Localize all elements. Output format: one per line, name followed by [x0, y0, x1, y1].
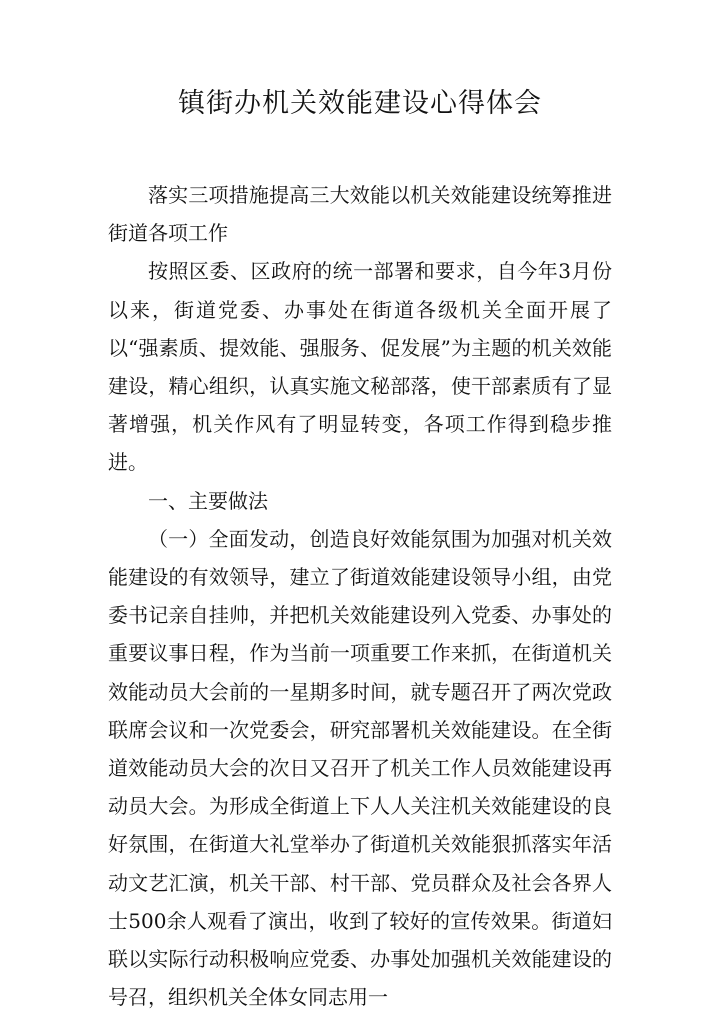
section-heading-main-practices: 一、主要做法 [148, 488, 268, 513]
paragraph-subtitle: 落实三项措施提高三大效能以机关效能建设统筹推进街道各项工作 [108, 183, 612, 246]
document-title: 镇街办机关效能建设心得体会 [178, 88, 542, 119]
paragraph-intro: 按照区委、区政府的统一部署和要求，自今年3月份以来，街道党委、办事处在街道各级机关全面开展了以“强素质、提效能、强服务、促发展”为主题的机关效能建设，精心组织，认真实施文秘部落，使干部素质有了显著增强，机关作风有了明显转变，各项工作得到稳步推进。 [108, 259, 612, 475]
document-body [108, 176, 612, 1016]
paragraph-mobilization: （一）全面发动，创造良好效能氛围为加强对机关效能建设的有效领导，建立了街道效能建设领导小组，由党委书记亲自挂帅，并把机关效能建设列入党委、办事处的重要议事日程，作为当前一项重要工作来抓，在街道机关效能动员大会前的一星期多时间，就专题召开了两次党政联席会议和一次党委会，研究部署机关效能建设。在全街道效能动员大会的次日又召开了机关工作人员效能建设再动员大会。为形成全街道上下人人关注机关效能建设的良好氛围，在街道大礼堂举办了街道机关效能狠抓落实年活动文艺汇演，机关干部、村干部、党员群众及社会各界人士500余人观看了演出，收到了较好的宣传效果。街道妇联以实际行动积极响应党委、办事处加强机关效能建设的号召，组织机关全体女同志用一 [108, 526, 612, 1010]
